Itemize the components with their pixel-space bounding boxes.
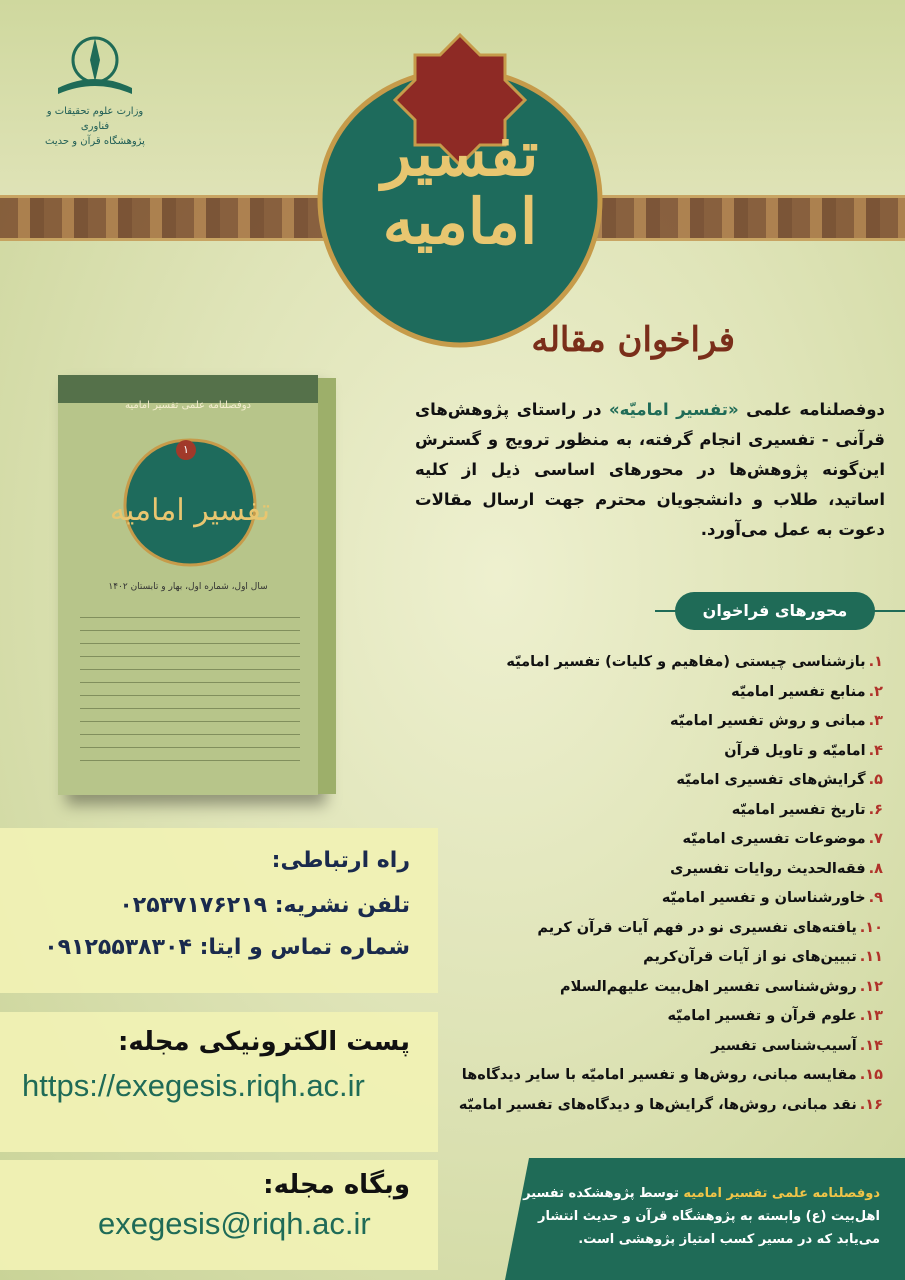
topic-text: یافته‌های تفسیری نو در فهم آیات قرآن کریم [537, 919, 857, 936]
intro-part-2: در راستای پژوهش‌های قرآنی - تفسیری انجام گرفته، به منظور ترویج و گسترش این‌گونه پژوهش‌ها در محورهای اساسی ذیل از کلیه اساتید، طلاب و دانشجویان محترم جهت ارسال مقالات دعوت به عمل می‌آورد. [415, 400, 885, 539]
topic-text: مقایسه مبانی، روش‌ها و تفسیر امامیّه با سایر دیدگاه‌ها [461, 1067, 857, 1083]
topic-number: ۱. [868, 654, 883, 670]
topic-text: امامیّه و تاویل قرآن [724, 742, 866, 759]
topic-text: بازشناسی چیستی (مفاهیم و کلیات) تفسیر امامیّه [506, 654, 866, 670]
topic-number: ۱۵. [859, 1067, 883, 1083]
topic-number: ۱۲. [859, 978, 883, 995]
topic-text: مبانی و روش تفسیر امامیّه [669, 713, 866, 729]
intro-paragraph [415, 395, 885, 545]
journal-spine [318, 378, 336, 794]
topic-item [463, 1002, 883, 1032]
topic-text: روش‌شناسی تفسیر اهل‌بیت علیهم‌السلام [559, 978, 857, 995]
contact-mobile [44, 935, 410, 960]
topic-item [463, 943, 883, 973]
topic-text: خاورشناسان و تفسیر امامیّه [661, 890, 866, 906]
topic-text: منابع تفسیر امامیّه [731, 683, 866, 700]
topic-number: ۱۰. [859, 919, 883, 936]
topic-text: نقد مبانی، روش‌ها، گرایش‌ها و دیدگاه‌های تفسیر امامیّه [458, 1096, 857, 1113]
call-for-papers-title: فراخوان مقاله [531, 320, 735, 360]
institute-logo [35, 30, 155, 160]
journal-phone [119, 893, 410, 918]
topic-item [463, 855, 883, 885]
topic-text: آسیب‌شناسی تفسیر [711, 1037, 857, 1054]
topics-list [458, 648, 883, 1120]
journal-title: تفسیر امامیه [381, 117, 539, 259]
topic-item [463, 973, 883, 1003]
topic-item [463, 1032, 883, 1062]
topic-number: ۱۴. [859, 1037, 883, 1054]
journal-cover-contents [80, 605, 300, 773]
journal-phone-label: تلفن نشریه: [274, 893, 410, 918]
journal-cover-number: ۱ [176, 440, 196, 460]
topic-number: ۷. [868, 831, 883, 847]
topic-text: گرایش‌های تفسیری امامیّه [676, 772, 866, 788]
topic-text: علوم قرآن و تفسیر امامیّه [667, 1008, 857, 1024]
logo-icon [50, 30, 140, 100]
topic-number: ۹. [868, 890, 883, 906]
website-link[interactable]: exegesis@riqh.ac.ir [98, 1206, 371, 1241]
topic-item [463, 1061, 883, 1091]
topic-item [463, 914, 883, 944]
topic-item [463, 825, 883, 855]
topic-number: ۴. [868, 742, 883, 759]
topic-item [463, 766, 883, 796]
topic-item [458, 1091, 883, 1121]
intro-part-1: دوفصلنامه علمی [738, 400, 885, 419]
contact-heading: راه ارتباطی: [271, 848, 410, 873]
footer-rest: توسط پژوهشکده تفسیر اهل‌بیت (ع) وابسته به پژوهشگاه قرآن و حدیث انتشار می‌یابد که در مسیر کسب امتیاز پژوهشی است. [523, 1186, 880, 1247]
topics-heading: محورهای فراخوان [675, 592, 875, 630]
journal-cover-issue: سال اول، شماره اول، بهار و تابستان ۱۴۰۲ [108, 582, 268, 592]
topic-item [463, 737, 883, 767]
topic-number: ۵. [868, 772, 883, 788]
logo-line-1: وزارت علوم تحقیقات و فناوری [46, 106, 144, 132]
topic-item [463, 796, 883, 826]
journal-cover-header: دوفصلنامه علمی تفسیر امامیه [125, 400, 251, 411]
topic-number: ۶. [868, 801, 883, 818]
intro-highlight: «تفسیر امامیّه» [609, 400, 739, 419]
topic-item [463, 707, 883, 737]
contact-mobile-number[interactable]: ۰۹۱۲۵۵۳۸۳۰۴ [44, 935, 192, 960]
contact-mobile-label: شماره تماس و ایتا: [199, 935, 410, 960]
email-heading: پست الکترونیکی مجله: [117, 1027, 410, 1057]
topic-number: ۱۶. [859, 1096, 883, 1113]
topic-text: موضوعات تفسیری امامیّه [682, 831, 866, 847]
topic-number: ۱۱. [859, 949, 883, 965]
footer-highlight: دوفصلنامه علمی تفسیر امامیه [683, 1186, 880, 1201]
email-address-link[interactable]: https://exegesis.riqh.ac.ir [22, 1068, 365, 1103]
footer-text [520, 1182, 880, 1251]
topic-item [463, 884, 883, 914]
journal-cover-title: تفسیر امامیه [109, 493, 271, 528]
website-heading: وبگاه مجله: [263, 1170, 410, 1200]
topic-item [463, 648, 883, 678]
topic-number: ۱۳. [859, 1008, 883, 1024]
topic-item [463, 678, 883, 708]
journal-phone-number[interactable]: ۰۲۵۳۷۱۷۶۲۱۹ [119, 893, 268, 918]
topic-text: تبیین‌های نو از آیات قرآن‌کریم [643, 949, 857, 965]
topic-number: ۸. [868, 860, 883, 877]
topic-text: تاریخ تفسیر امامیّه [731, 801, 866, 818]
topic-number: ۳. [868, 713, 883, 729]
topic-number: ۲. [868, 683, 883, 700]
topic-text: فقه‌الحدیث روایات تفسیری [670, 860, 866, 877]
journal-cover-header-bar [58, 375, 318, 403]
logo-line-2: پژوهشگاه قرآن و حدیث [45, 136, 145, 147]
